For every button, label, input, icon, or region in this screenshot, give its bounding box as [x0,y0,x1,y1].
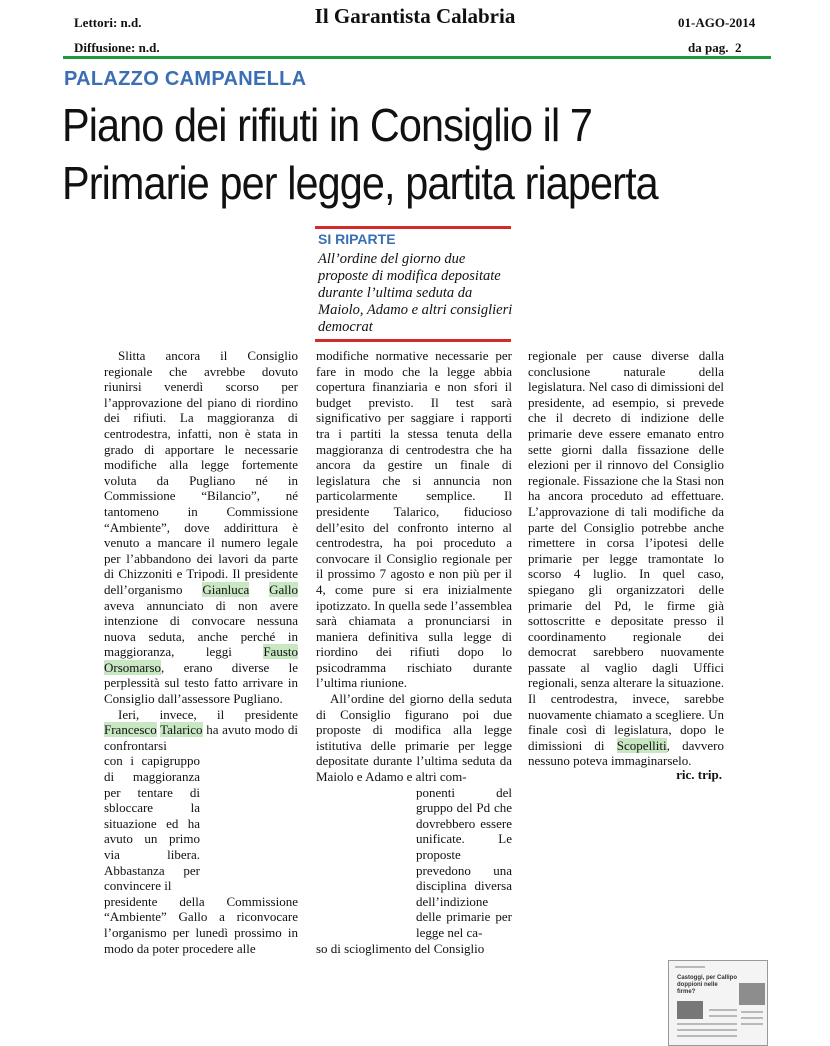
col2-paragraph-2: All’ordine del giorno della seduta di Consiglio figurano poi due proposte di modifica alla legge istitutiva delle primarie per legge depositate durante l’ultima seduta da Maiolo e Adamo e altri com- [316,691,512,785]
thumbnail-text-line [709,1009,737,1011]
thumbnail-image [677,1001,703,1019]
thumbnail-text-line [677,1029,737,1031]
col3-text: regionale per cause diverse dalla conclusione naturale della legislatura. Nel caso di dimissioni del presidente, ad esempio, si prevede che il decreto di indizione delle primarie deve essere emanato entro sette giorni dalla fissazione delle elezioni per il rinnovo del Consiglio regionale. Fissazione che la Stasi non ha ancora proceduto ad effettuare. L’approvazione di tali modifiche da parte del Consiglio potrebbe anche rimettere in corsa l’ipotesi delle primarie per legge tramontate lo scorso 4 luglio. In quel caso, spiegano gli organizzatori delle primarie del Pd, le firme già sottoscritte e depositate presso il coordinamento regionale dei democrat sarebbero nuovamente passate al vaglio dagli Uffici regionali, senza alterare la situazione. Il centrodestra, invece, sarebbe nuovamente chiamato a scegliere. Un finale così di legislatura, dopo le dimissioni di [528,348,724,753]
headline-line-1: Piano dei rifiuti in Consiglio il 7 [62,99,592,151]
name-highlight: Orsomarso [104,659,162,675]
thumbnail-photo [739,983,765,1005]
thumbnail-text-line [741,1023,763,1025]
thumbnail-text-line [677,1023,737,1025]
col1-paragraph-1 [104,348,298,707]
thumbnail-title: Castoggi, per Callipo doppioni nelle firme? [677,975,738,995]
name-highlight: Francesco [104,722,157,738]
header-date: 01-AGO-2014 [678,15,756,30]
col2-paragraph-1: modifiche normative necessarie per fare in modo che la legge abbia copertura finanziaria e non sfori il budget previsto. Il test sarà significativo per saggiare i rapporti tra i partiti la stessa tenuta della maggioranza di centrodestra che ha ancora da gestire un finale di legislatura che si annuncia non particolarmente semplice. Il presidente Talarico, fiducioso dell’esito del confronto interno al centrodestra, ha poi proceduto a convocare il Consiglio regionale per il prossimo 7 agosto e non più per il 4, come pure si era inizialmente ipotizzato. In quella sede l’assemblea sarà chiamata a pronunciarsi in maniera definitiva sulla legge di riordino dei rifiuti dopo lo psicodramma rischiato durante l’ultima riunione. [316,348,512,691]
col1-narrow-block: con i capigruppo di maggioranza per tentare di sbloccare la situazione ed ha avuto un primo via libera. Abbastanza per convincere il [104,753,200,894]
col1-text: , erano diverse le perplessità sul testo fatto arrivare in Consiglio dall’assessore Pugliano. [104,659,298,707]
col1-paragraph-2 [104,707,298,754]
article-summary: All’ordine del giorno due proposte di modifica depositate durante l’ultima seduta da Maiolo, Adamo e altri consiglieri democrat [318,251,513,335]
col3-text: , davvero nessuno poteva immaginarselo. [528,737,725,769]
kicker-rule-bottom [315,339,511,342]
newspaper-title: Il Garantista Calabria [314,4,516,28]
name-highlight: Gallo [269,581,299,597]
name-highlight: Fausto [263,644,298,660]
header-divider [63,56,771,59]
section-label: PALAZZO CAMPANELLA [64,68,307,90]
thumbnail-text-line [677,1035,737,1037]
header-lettori: Lettori: n.d. [74,15,142,30]
headline-line-2: Primarie per legge, partita riaperta [62,157,658,209]
col1-text: ha avuto modo di confrontarsi [104,722,299,753]
headline [62,96,710,212]
header-page: da pag. 2 [688,40,742,55]
col1-text: Ieri, invece, il presidente [118,706,298,722]
col1-text: Slitta ancora il Consiglio regionale che avrebbe dovuto riunirsi venerdì scorso per l’approvazione del piano di riordino dei rifiuti. La maggioranza di centrodestra, infatti, non è stata in grado di apportare le necessarie modifiche alla legge fortemente voluta da Pugliano né in Commissione “Bilancio”, né tantomeno in Commissione “Ambiente”, dove addirittura è venuto a mancare il numero legale per l’abbandono dei lavori da parte di Chizzoniti e Tripodi. Il presidente dell’organismo [104,348,298,597]
thumbnail-text-line [709,1015,737,1017]
header-diffusione: Diffusione: n.d. [74,40,160,55]
name-highlight: Scopelliti [616,737,667,753]
article-column-3 [528,348,724,769]
article-column-1 [104,348,298,956]
name-highlight: Talarico [160,722,203,738]
thumbnail-rule [675,966,705,968]
thumbnail-text-line [741,1011,763,1013]
kicker-rule-top [315,226,511,229]
col1-paragraph-end: presidente della Commissione “Ambiente” Gallo a riconvocare l’organismo per lunedì prossimo in modo da poter procedere alle [104,893,298,956]
thumbnail-text-line [741,1017,763,1019]
kicker-label: SI RIPARTE [318,231,396,247]
col2-narrow-block: ponenti del gruppo del Pd che dovrebbero essere unificate. Le proposte prevedono una disciplina diversa dell’indizione delle primarie per legge nel ca- [416,784,512,940]
col3-paragraph-1 [528,348,724,769]
col1-text: aveva annunciato di non avere intenzione di convocare nessuna nuova seduta, anche perché in maggioranza, leggi [104,597,298,660]
col2-paragraph-end: so di scioglimento del Consiglio [316,940,485,956]
page-thumbnail [668,960,768,1046]
article-column-2 [316,348,512,956]
name-highlight: Gianluca [202,581,250,597]
article-signature: ric. trip. [676,767,722,782]
